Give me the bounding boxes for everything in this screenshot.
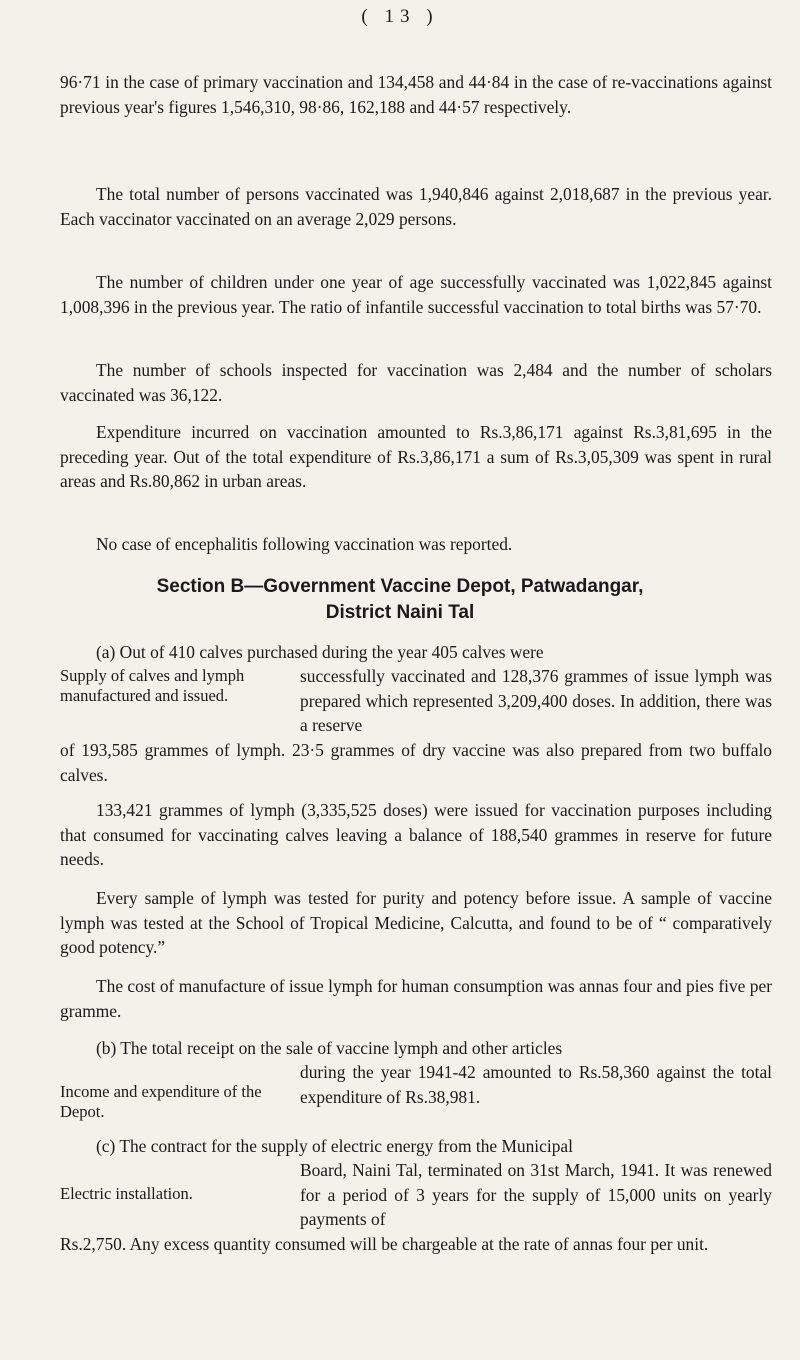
side-label-income: Income and expenditure of the Depot. bbox=[60, 1082, 262, 1121]
paragraph-cost-manufacture: The cost of manufacture of issue lymph for human consumption was annas four and pies five per gramme. bbox=[60, 976, 772, 1021]
item-c-rest: Rs.2,750. Any excess quantity consumed will be chargeable at the rate of annas four per unit. bbox=[60, 1234, 709, 1254]
item-a-intro: (a) Out of 410 calves purchased during the year 405 calves were bbox=[96, 642, 544, 662]
paragraph-expenditure: Expenditure incurred on vaccination amounted to Rs.3,86,171 against Rs.3,81,695 in the preceding year. Out of the total expenditure of Rs.3,86,171 a sum of Rs.3,05,309 was spent in rural areas and Rs.80,862 in urban areas. bbox=[60, 422, 772, 491]
item-b-intro: (b) The total receipt on the sale of vaccine lymph and other articles bbox=[96, 1038, 563, 1058]
paragraph-lymph-tested: Every sample of lymph was tested for purity and potency before issue. A sample of vaccine lymph was tested at the School of Tropical Medicine, Calcutta, and found to be of “ comparatively good potency.” bbox=[60, 888, 772, 957]
item-b-body: during the year 1941-42 amounted to Rs.58,360 against the total expenditure of Rs.38,981. bbox=[300, 1062, 772, 1107]
item-a-rest: of 193,585 grammes of lymph. 23·5 grammes of dry vaccine was also prepared from two buffalo calves. bbox=[60, 740, 772, 785]
paragraph-total-vaccinated: The total number of persons vaccinated was 1,940,846 against 2,018,687 in the previous year. Each vaccinator vaccinated on an average 2,029 persons. bbox=[60, 184, 772, 229]
side-label-supply: Supply of calves and lymph manufactured and issued. bbox=[60, 666, 245, 705]
paragraph-vaccination-rates: 96·71 in the case of primary vaccination and 134,458 and 44·84 in the case of re-vaccinations against previous year's figures 1,546,310, 98·86, 162,188 and 44·57 respectively. bbox=[60, 72, 772, 117]
item-a-body: successfully vaccinated and 128,376 grammes of issue lymph was prepared which represented 3,209,400 doses. In addition, there was a reserve bbox=[300, 666, 772, 735]
paragraph-lymph-issued: 133,421 grammes of lymph (3,335,525 doses) were issued for vaccination purposes including that consumed for vaccinating calves leaving a balance of 188,540 grammes in reserve for future needs. bbox=[60, 800, 772, 869]
paragraph-encephalitis: No case of encephalitis following vaccination was reported. bbox=[96, 534, 513, 554]
item-c-body: Board, Naini Tal, terminated on 31st March, 1941. It was renewed for a period of 3 years for the supply of 15,000 units on yearly payments of bbox=[300, 1160, 772, 1229]
page-number: ( 13 ) bbox=[361, 6, 439, 27]
side-label-electric: Electric installation. bbox=[60, 1184, 193, 1203]
paragraph-children-vaccinated: The number of children under one year of age successfully vaccinated was 1,022,845 against 1,008,396 in the previous year. The ratio of infantile successful vaccination to total births was 57·70. bbox=[60, 272, 772, 317]
paragraph-schools-inspected: The number of schools inspected for vaccination was 2,484 and the number of scholars vaccinated was 36,122. bbox=[60, 360, 772, 405]
section-heading-line2: District Naini Tal bbox=[325, 602, 475, 623]
section-heading bbox=[0, 574, 800, 626]
section-heading-line1: Section B—Government Vaccine Depot, Patwadangar, bbox=[156, 576, 644, 597]
item-c-intro: (c) The contract for the supply of electric energy from the Municipal bbox=[96, 1136, 573, 1156]
